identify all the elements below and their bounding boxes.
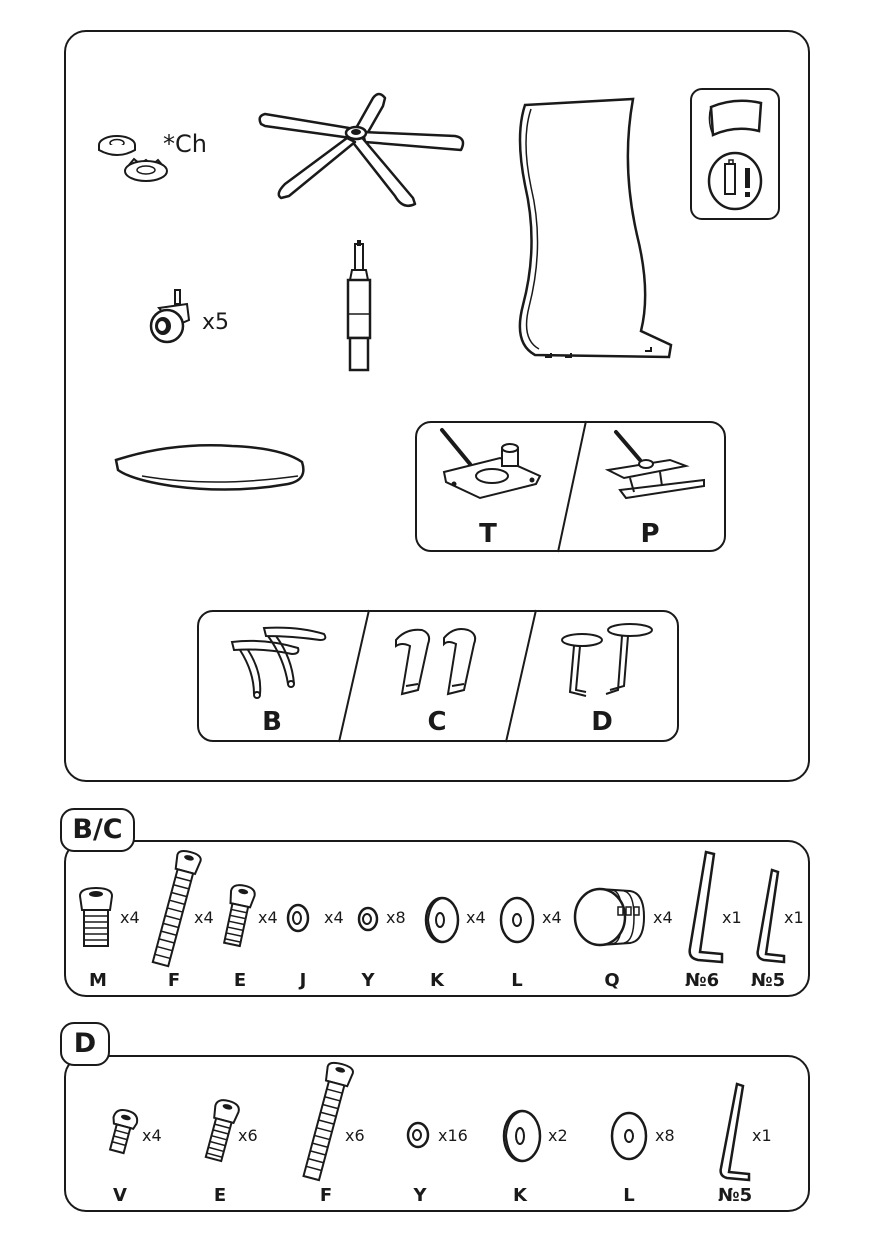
- backrest-icon: [505, 95, 680, 360]
- hex-key-6-icon: [682, 850, 724, 965]
- washer-l-icon: [497, 895, 537, 945]
- bc-qty-hex5: x1: [784, 908, 804, 927]
- bc-qty-f: x4: [194, 908, 214, 927]
- caster-icon: [145, 290, 195, 345]
- bc-label-j: J: [299, 970, 307, 991]
- casters-qty: x5: [202, 310, 230, 335]
- star-base-icon: [255, 88, 475, 223]
- hex-key-5-icon: [752, 868, 786, 964]
- armrest-d-icon: [558, 620, 663, 702]
- bolt-m-icon: [76, 886, 116, 951]
- d-label-k: K: [513, 1185, 527, 1206]
- d-bolt-f-icon: [295, 1062, 357, 1184]
- armrest-divider-2: [502, 610, 542, 742]
- bc-qty-j: x4: [324, 908, 344, 927]
- tilt-mechanism-p-icon: [600, 430, 710, 505]
- armrest-c-icon: [388, 624, 488, 699]
- seat-icon: [112, 440, 312, 495]
- armrest-b-icon: [228, 622, 333, 702]
- d-qty-k: x2: [548, 1126, 568, 1145]
- d-qty-l: x8: [655, 1126, 675, 1145]
- bc-label-y: Y: [361, 970, 375, 991]
- mechanism-p-letter: P: [640, 519, 660, 549]
- bc-label-q: Q: [604, 970, 620, 991]
- bc-qty-l: x4: [542, 908, 562, 927]
- d-label-f: F: [319, 1185, 333, 1206]
- screw-v-icon: [106, 1110, 138, 1154]
- d-qty-v: x4: [142, 1126, 162, 1145]
- washer-k-icon: [420, 895, 460, 945]
- washer-j-icon: [286, 903, 310, 933]
- bc-qty-hex6: x1: [722, 908, 742, 927]
- d-label-y: Y: [413, 1185, 427, 1206]
- d-qty-y: x16: [438, 1126, 468, 1145]
- bc-qty-m: x4: [120, 908, 140, 927]
- d-label-l: L: [623, 1185, 635, 1206]
- mechanism-divider: [552, 421, 592, 552]
- warning-tag-icon: [705, 150, 765, 212]
- armrest-c-letter: C: [427, 707, 447, 737]
- d-qty-e: x6: [238, 1126, 258, 1145]
- hardware-bc-title: B/C: [60, 808, 135, 852]
- d-qty-hex5: x1: [752, 1126, 772, 1145]
- hardware-d-title: D: [60, 1022, 110, 1066]
- mechanism-t-letter: T: [479, 519, 497, 549]
- bc-label-hex6: №6: [684, 970, 720, 991]
- armrest-d-letter: D: [591, 707, 613, 737]
- bc-qty-q: x4: [653, 908, 673, 927]
- bc-label-m: M: [89, 970, 107, 991]
- bc-qty-k: x4: [466, 908, 486, 927]
- bc-label-e: E: [233, 970, 247, 991]
- bushing-q-icon: [572, 885, 652, 950]
- d-bolt-e-icon: [205, 1100, 237, 1162]
- bc-label-hex5: №5: [750, 970, 786, 991]
- armrest-b-letter: B: [262, 707, 282, 737]
- d-washer-l-icon: [608, 1110, 650, 1162]
- d-hex-key-5-icon: [715, 1082, 751, 1182]
- d-label-v: V: [113, 1185, 127, 1206]
- d-qty-f: x6: [345, 1126, 365, 1145]
- tilt-mechanism-t-icon: [440, 428, 555, 503]
- bc-qty-e: x4: [258, 908, 278, 927]
- gas-lift-icon: [340, 240, 380, 375]
- bc-label-k: K: [430, 970, 444, 991]
- d-label-hex5: №5: [717, 1185, 753, 1206]
- manual-icon: [705, 97, 765, 137]
- bc-label-f: F: [167, 970, 181, 991]
- caps-label: *Ch: [163, 130, 207, 158]
- d-washer-y-icon: [406, 1121, 430, 1149]
- bc-qty-y: x8: [386, 908, 406, 927]
- d-label-e: E: [213, 1185, 227, 1206]
- bc-label-l: L: [511, 970, 523, 991]
- bolt-e-icon: [222, 885, 254, 947]
- armrest-divider-1: [335, 610, 375, 742]
- d-washer-k-icon: [498, 1108, 542, 1164]
- washer-y-icon: [357, 906, 379, 932]
